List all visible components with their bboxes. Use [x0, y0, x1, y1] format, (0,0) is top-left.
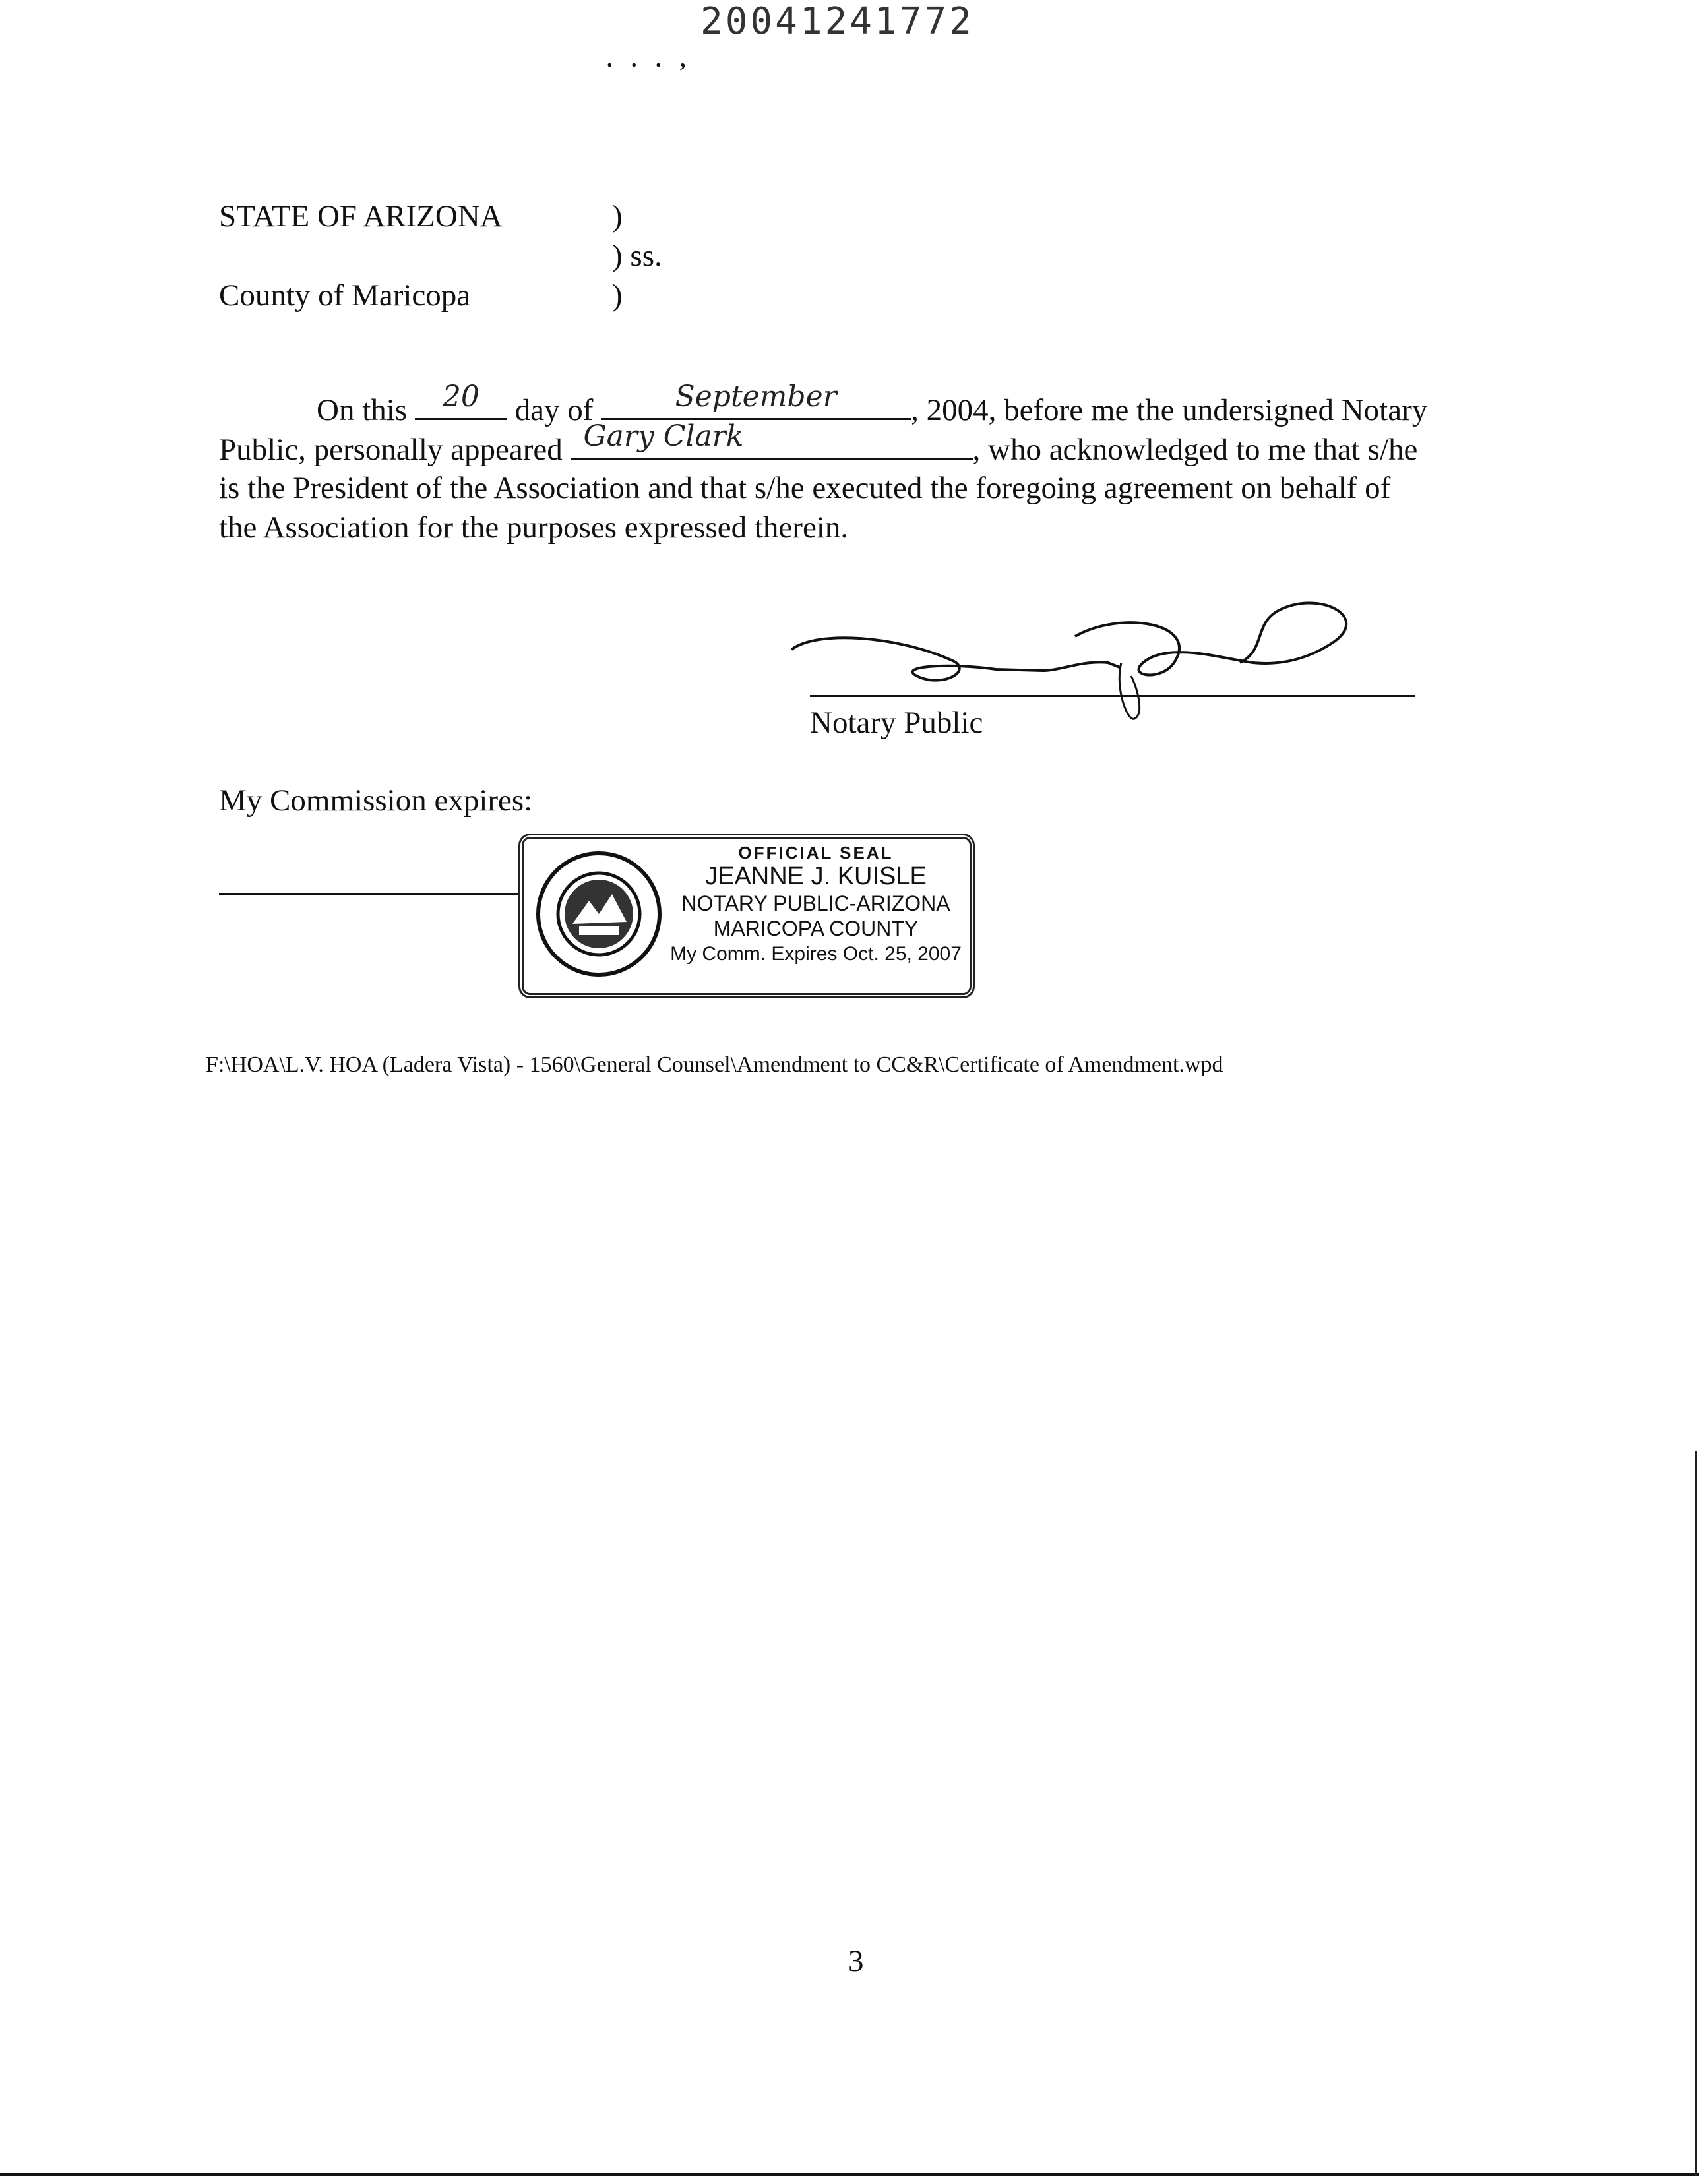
header-marks: . . . ,: [607, 47, 693, 72]
document-number: 20041241772: [700, 0, 974, 43]
name-field: [571, 419, 973, 460]
day-value: 20: [442, 380, 479, 413]
venue-paren-bottom: ): [612, 278, 623, 313]
venue-ss: ) ss.: [612, 239, 662, 273]
official-seal-stamp: [518, 834, 975, 998]
acknowledgment-paragraph: [219, 380, 1485, 547]
seal-name: JEANNE J. KUISLE: [705, 863, 927, 890]
ack-line-2: [219, 419, 1485, 468]
scan-border-right: [1695, 1451, 1697, 2176]
public-appeared-text: Public, personally appeared: [219, 433, 563, 467]
day-of-text: day of: [514, 393, 594, 427]
day-field: [415, 380, 507, 420]
file-path: F:\HOA\L.V. HOA (Ladera Vista) - 1560\General Counsel\Amendment to CC&R\Certificate of Amendment.wpd: [206, 1052, 1223, 1077]
venue-paren-top: ): [612, 199, 623, 233]
name-value: Gary Clark: [583, 419, 744, 453]
ack-line-4: the Association for the purposes expressed therein.: [219, 510, 849, 545]
seal-official-seal: OFFICIAL SEAL: [738, 843, 894, 863]
year-text: , 2004, before me the undersigned Notary: [911, 393, 1428, 427]
commission-label: My Commission expires:: [219, 783, 533, 818]
seal-expiration: My Comm. Expires Oct. 25, 2007: [670, 943, 962, 965]
on-this-text: On this: [317, 393, 408, 427]
state-seal-icon: [533, 848, 665, 980]
scan-border-bottom: [0, 2173, 1699, 2176]
signature-line: [810, 695, 1415, 697]
venue-county: County of Maricopa: [219, 278, 471, 313]
month-value: September: [675, 380, 837, 413]
venue-state: STATE OF ARIZONA: [219, 199, 503, 233]
seal-notary-arizona: NOTARY PUBLIC-ARIZONA: [681, 892, 950, 915]
page-number: 3: [848, 1944, 864, 1978]
seal-county: MARICOPA COUNTY: [713, 917, 919, 940]
commission-line: [219, 893, 529, 895]
ack-line-3: is the President of the Association and that s/he executed the foregoing agreement on behalf of: [219, 471, 1391, 505]
notary-public-label: Notary Public: [810, 706, 983, 740]
month-field: [601, 380, 911, 420]
ack-text: , who acknowledged to me that s/he: [972, 433, 1418, 467]
